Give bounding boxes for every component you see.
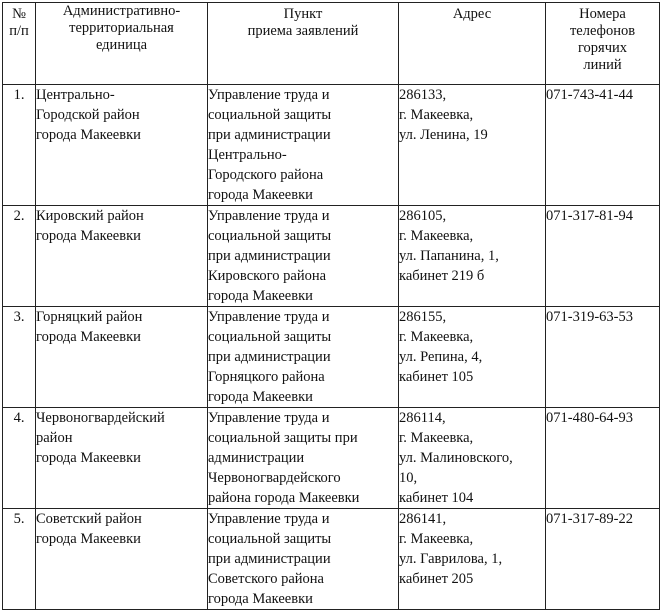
row-number: 3. — [3, 307, 36, 408]
row-application-point: Управление труда и социальной защиты при администрации Кировского района города Макеевки — [208, 206, 399, 307]
row-number: 5. — [3, 509, 36, 610]
row-admin-unit: Центрально- Городской район города Макеевки — [36, 85, 208, 206]
row-hotline-phone: 071-319-63-53 — [546, 307, 660, 408]
row-admin-unit: Советский район города Макеевки — [36, 509, 208, 610]
hotline-table — [2, 2, 660, 610]
row-admin-unit: Червоногвардейский район города Макеевки — [36, 408, 208, 509]
table-row — [3, 408, 660, 509]
row-application-point: Управление труда и социальной защиты при администрации Червоногвардейского района города Макеевки — [208, 408, 399, 509]
row-hotline-phone: 071-480-64-93 — [546, 408, 660, 509]
table-header-row — [3, 3, 660, 85]
row-application-point: Управление труда и социальной защиты при администрации Горняцкого района города Макеевки — [208, 307, 399, 408]
header-address: Адрес — [399, 3, 546, 85]
row-address: 286105, г. Макеевка, ул. Папанина, 1, кабинет 219 б — [399, 206, 546, 307]
row-number: 2. — [3, 206, 36, 307]
row-application-point: Управление труда и социальной защиты при администрации Центрально- Городского района города Макеевки — [208, 85, 399, 206]
header-application-point: Пункт приема заявлений — [208, 3, 399, 85]
table-row — [3, 206, 660, 307]
row-application-point: Управление труда и социальной защиты при администрации Советского района города Макеевки — [208, 509, 399, 610]
table-row — [3, 509, 660, 610]
row-address: 286114, г. Макеевка, ул. Малиновского, 10, кабинет 104 — [399, 408, 546, 509]
row-hotline-phone: 071-317-81-94 — [546, 206, 660, 307]
header-hotline-phones: Номера телефонов горячих линий — [546, 3, 660, 85]
row-number: 1. — [3, 85, 36, 206]
row-address: 286141, г. Макеевка, ул. Гаврилова, 1, кабинет 205 — [399, 509, 546, 610]
header-number: № п/п — [3, 3, 36, 85]
row-number: 4. — [3, 408, 36, 509]
row-hotline-phone: 071-317-89-22 — [546, 509, 660, 610]
row-address: 286155, г. Макеевка, ул. Репина, 4, кабинет 105 — [399, 307, 546, 408]
table-row — [3, 307, 660, 408]
header-admin-unit: Административно- территориальная единица — [36, 3, 208, 85]
table-row — [3, 85, 660, 206]
row-hotline-phone: 071-743-41-44 — [546, 85, 660, 206]
row-admin-unit: Кировский район города Макеевки — [36, 206, 208, 307]
row-admin-unit: Горняцкий район города Макеевки — [36, 307, 208, 408]
row-address: 286133, г. Макеевка, ул. Ленина, 19 — [399, 85, 546, 206]
